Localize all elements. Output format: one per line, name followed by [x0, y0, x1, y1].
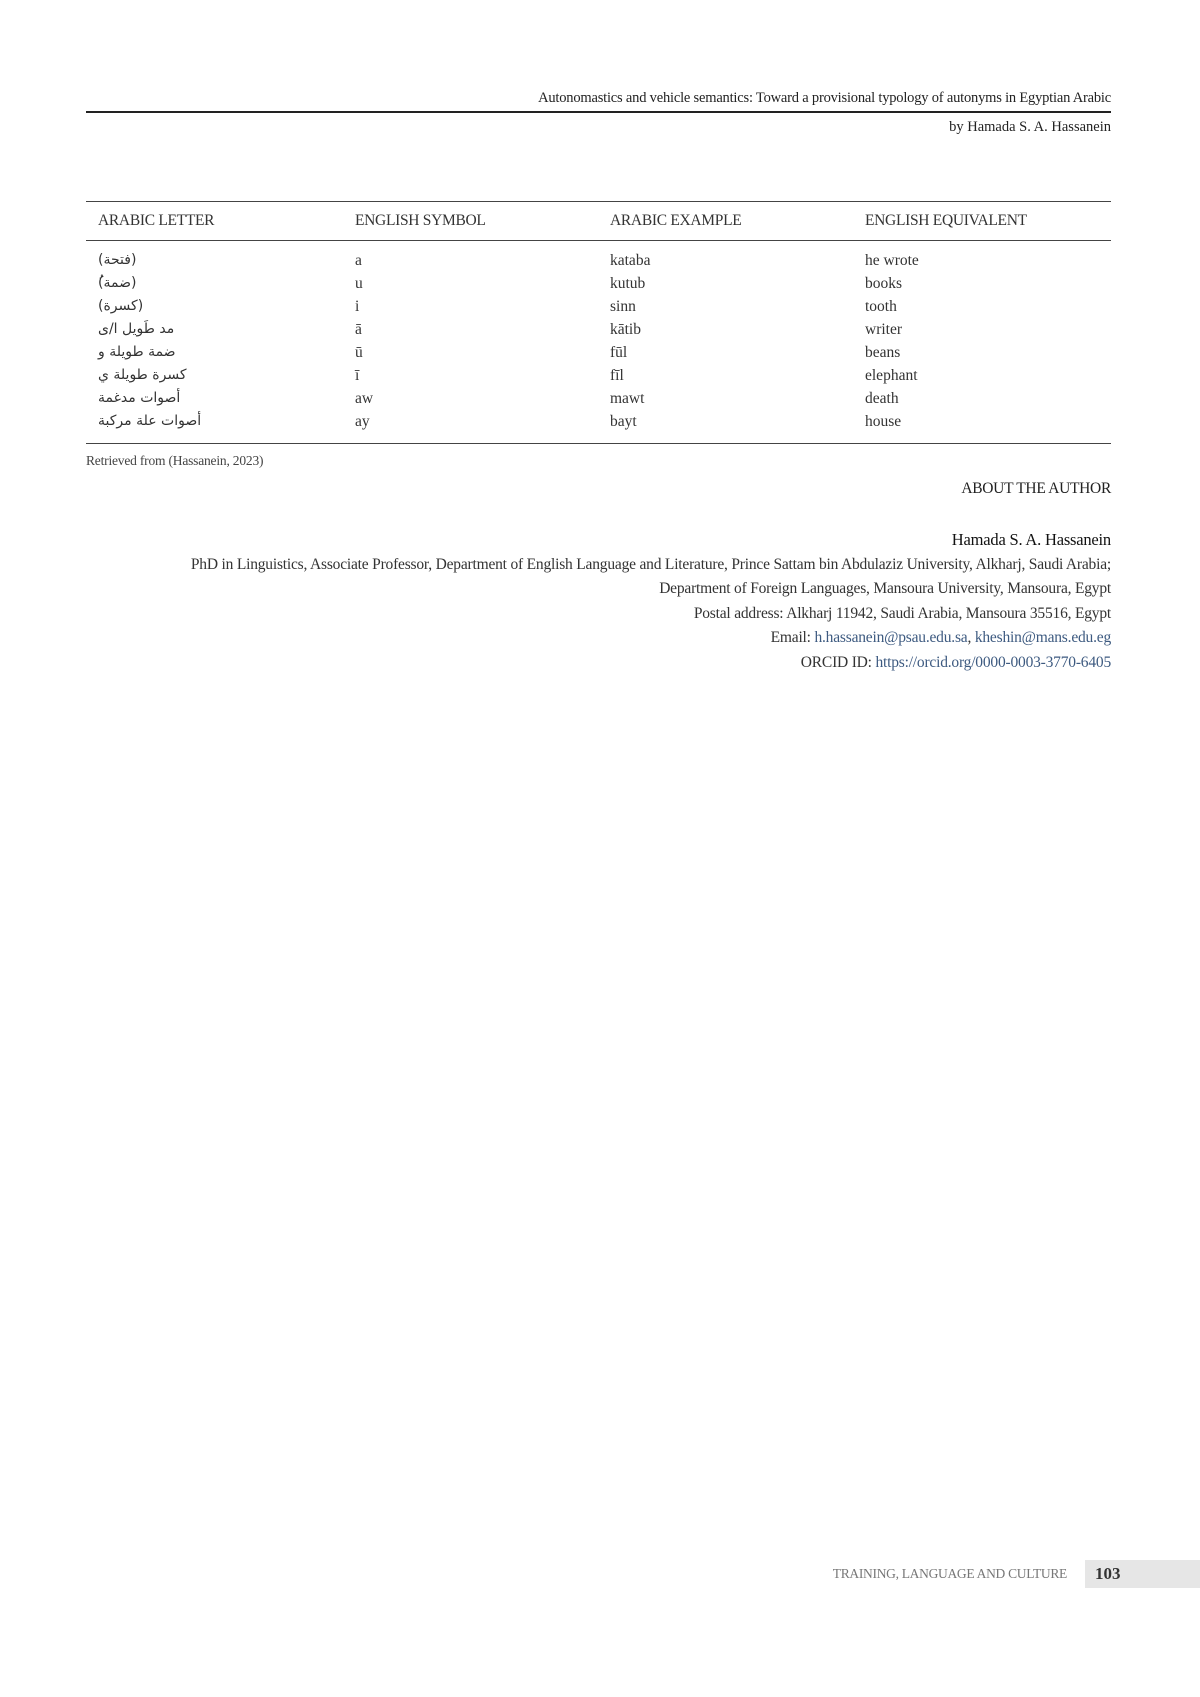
transliteration-table	[86, 201, 1111, 444]
column-header-english-symbol: ENGLISH SYMBOL	[343, 202, 598, 241]
cell-arabic-letter: (كسرة)	[98, 298, 144, 314]
cell-arabic-letter: كسرة طويلة ي	[98, 367, 187, 383]
cell-arabic-example: kutub	[610, 275, 646, 292]
cell-arabic-letter: أصوات علة مركبة	[98, 413, 202, 429]
column-header-english-equivalent: ENGLISH EQUIVALENT	[853, 202, 1111, 241]
cell-arabic-example: bayt	[610, 413, 637, 430]
page-number: 103	[1095, 1564, 1121, 1583]
author-name: Hamada S. A. Hassanein	[951, 530, 1111, 549]
cell-english-symbol: ū	[355, 344, 363, 361]
email-link-1[interactable]: h.hassanein@psau.edu.sa	[814, 629, 968, 646]
email-label: Email:	[770, 629, 815, 646]
cell-arabic-example: kataba	[610, 252, 651, 269]
author-affiliation-1: PhD in Linguistics, Associate Professor, Department of English Language and Literature, Prince Sattam bin Abdulaziz University, Alkharj, Saudi Arabia;	[190, 555, 1111, 573]
running-head	[86, 88, 1111, 137]
author-postal-address: Postal address: Alkharj 11942, Saudi Arabia, Mansoura 35516, Egypt	[693, 604, 1111, 622]
cell-english-equivalent: writer	[865, 321, 903, 338]
cell-english-equivalent: house	[865, 413, 902, 430]
cell-english-equivalent: elephant	[865, 367, 918, 384]
cell-english-symbol: u	[355, 275, 363, 292]
author-orcid-line	[111, 651, 1111, 676]
cell-english-symbol: i	[355, 298, 360, 315]
cell-arabic-letter: ضمة طويلة و	[98, 344, 176, 360]
page-footer	[833, 1560, 1200, 1588]
column-header-arabic-letter: ARABIC LETTER	[86, 202, 343, 241]
table-header-row	[86, 202, 1111, 241]
orcid-label: ORCID ID:	[800, 653, 876, 671]
about-author-heading: ABOUT THE AUTHOR	[961, 480, 1111, 497]
cell-arabic-example: fūl	[610, 344, 628, 361]
cell-english-symbol: ay	[355, 413, 370, 430]
email-separator: ,	[967, 629, 975, 646]
table-row	[86, 318, 1111, 341]
email-link-2[interactable]: kheshin@mans.edu.eg	[974, 629, 1111, 646]
cell-arabic-example: sinn	[610, 298, 636, 315]
orcid-link[interactable]: https://orcid.org/0000-0003-3770-6405	[875, 653, 1111, 671]
cell-english-symbol: ī	[355, 367, 360, 384]
table-row	[86, 387, 1111, 410]
cell-english-equivalent: beans	[865, 344, 901, 361]
cell-english-equivalent: books	[865, 275, 903, 292]
cell-arabic-letter: أصوات مدغمة	[98, 390, 181, 406]
cell-arabic-example: kātib	[610, 321, 641, 338]
running-title: Autonomastics and vehicle semantics: Toward a provisional typology of autonyms in Egyptian Arabic	[86, 88, 1111, 113]
journal-name: TRAINING, LANGUAGE AND CULTURE	[832, 1566, 1067, 1581]
column-header-arabic-example: ARABIC EXAMPLE	[598, 202, 853, 241]
cell-english-symbol: a	[355, 252, 362, 269]
cell-english-equivalent: he wrote	[865, 252, 919, 269]
cell-arabic-example: mawt	[610, 390, 645, 407]
table-row	[86, 410, 1111, 444]
cell-arabic-example: fīl	[610, 367, 624, 384]
cell-english-equivalent: death	[865, 390, 899, 407]
table-row	[86, 241, 1111, 273]
cell-arabic-letter: (فتحة)	[98, 252, 137, 268]
running-author: by Hamada S. A. Hassanein	[949, 119, 1111, 135]
author-email-line	[111, 626, 1111, 651]
cell-english-symbol: ā	[355, 321, 362, 338]
table-row	[86, 341, 1111, 364]
table-caption: Retrieved from (Hassanein, 2023)	[86, 453, 264, 468]
cell-english-symbol: aw	[355, 390, 374, 407]
author-info	[111, 528, 1111, 675]
cell-english-equivalent: tooth	[865, 298, 897, 315]
table-row	[86, 272, 1111, 295]
cell-arabic-letter: ُ(ضمة)	[98, 275, 137, 291]
cell-arabic-letter: مد طَويل ا/ى	[98, 321, 175, 337]
table-row	[86, 364, 1111, 387]
page-number-box	[1085, 1560, 1200, 1588]
table-row	[86, 295, 1111, 318]
author-affiliation-2: Department of Foreign Languages, Mansoura University, Mansoura, Egypt	[659, 580, 1111, 597]
